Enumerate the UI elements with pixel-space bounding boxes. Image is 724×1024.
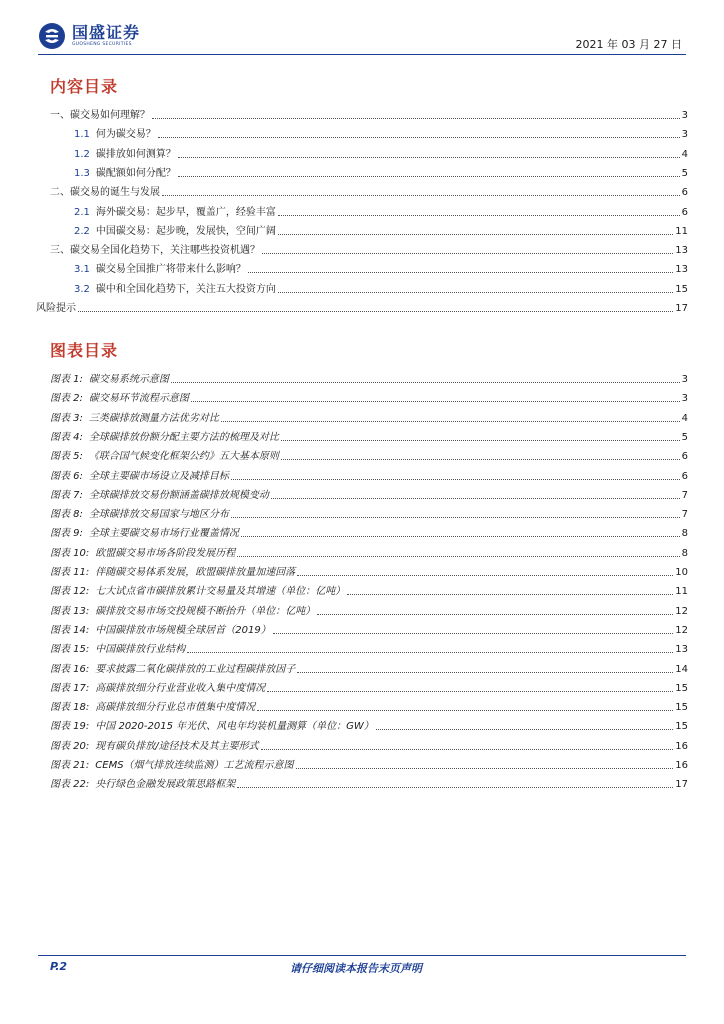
- leader-dots: [271, 498, 680, 499]
- toc-entry-page: 5: [681, 167, 688, 179]
- figure-entry-number: 图表 12:: [50, 586, 90, 598]
- toc-entry-number: 2.2: [74, 225, 90, 237]
- toc-entry[interactable]: [74, 203, 688, 219]
- toc-entry-label: 风险提示: [36, 303, 76, 314]
- toc-entry-label: 碳配额如何分配？: [95, 167, 176, 179]
- figure-entry-page: 6: [681, 470, 688, 482]
- figure-entry-number: 图表 5:: [50, 451, 83, 463]
- toc-entry-page: 4: [681, 148, 688, 160]
- figure-entry-number: 图表 18:: [50, 702, 90, 714]
- figure-entry-number: 图表 19:: [50, 721, 90, 733]
- toc-entry[interactable]: [50, 241, 688, 257]
- toc-entry[interactable]: [74, 164, 688, 180]
- figure-entry[interactable]: [50, 447, 688, 463]
- toc-entry[interactable]: [50, 183, 688, 199]
- leader-dots: [347, 594, 673, 595]
- figure-entry-number: 图表 7:: [50, 489, 83, 501]
- figure-entry-label: 全球碳排放份额分配主要方法的梳理及对比: [88, 431, 279, 443]
- page-number: P.2: [50, 960, 68, 973]
- toc-entry-number: 1.2: [74, 148, 90, 160]
- figure-entry-number: 图表 3:: [50, 412, 83, 424]
- figure-entry-label: CEMS（烟气排放连续监测）工艺流程示意图: [95, 760, 294, 771]
- toc-entry-page: 13: [675, 264, 688, 276]
- leader-dots: [296, 768, 674, 769]
- toc-entry-number: 1.1: [74, 129, 90, 141]
- figure-entry-label: 中国碳排放市场规模全球居首（2019）: [95, 624, 271, 636]
- figure-entry-label: 中国碳排放行业结构: [95, 644, 186, 656]
- figure-entry[interactable]: [50, 698, 688, 714]
- figure-entry[interactable]: [50, 756, 688, 772]
- toc-entry-label: 二、碳交易的诞生与发展: [50, 187, 160, 199]
- figure-entry-label: 全球碳排放交易份额涵盖碳排放规模变动: [88, 489, 269, 501]
- figure-entry-number: 图表 16:: [50, 663, 90, 675]
- figure-entry-page: 7: [681, 489, 688, 501]
- leader-dots: [248, 272, 673, 273]
- figure-entry-label: 碳排放交易市场交投规模不断抬升（单位：亿吨）: [95, 605, 316, 617]
- figure-entry-label: 全球主要碳市场设立及减排目标: [88, 470, 229, 482]
- figure-entry-number: 图表 13:: [50, 605, 90, 617]
- toc-entry-label: 一、碳交易如何理解？: [50, 110, 150, 121]
- toc-entry[interactable]: [50, 106, 688, 122]
- toc-entry-number: 2.1: [74, 206, 90, 218]
- figure-entry-label: 欧盟碳交易市场各阶段发展历程: [95, 547, 236, 559]
- leader-dots: [267, 691, 673, 692]
- toc-entry[interactable]: [74, 125, 688, 141]
- toc-entry[interactable]: [74, 222, 688, 238]
- figure-entry-label: 现有碳负排放/途径技术及其主要形式: [95, 740, 259, 752]
- leader-dots: [241, 536, 680, 537]
- leader-dots: [317, 614, 673, 615]
- figure-entry-number: 图表 22:: [50, 779, 90, 791]
- figure-entry-label: 伴随碳交易体系发展，欧盟碳排放量加速回落: [95, 567, 296, 578]
- leader-dots: [237, 556, 679, 557]
- figure-entry[interactable]: [50, 602, 688, 618]
- toc-entry-label: 三、碳交易全国化趋势下，关注哪些投资机遇？: [50, 245, 260, 257]
- figure-entry-label: 要求披露二氧化碳排放的工业过程碳排放因子: [95, 663, 296, 675]
- toc-entry-page: 17: [675, 303, 688, 314]
- figure-entry[interactable]: [50, 389, 688, 405]
- figure-entry[interactable]: [50, 582, 688, 598]
- figure-entry[interactable]: [50, 775, 688, 791]
- figure-entry-page: 15: [675, 682, 688, 694]
- header-divider: [38, 54, 686, 55]
- figure-entry[interactable]: [50, 428, 688, 444]
- figure-entry-page: 10: [675, 567, 688, 578]
- leader-dots: [152, 118, 680, 119]
- leader-dots: [376, 729, 673, 730]
- toc-entry-page: 3: [681, 129, 688, 141]
- figure-entry[interactable]: [50, 524, 688, 540]
- figure-entry-number: 图表 21:: [50, 760, 90, 771]
- toc-entry-page: 11: [675, 225, 688, 237]
- toc-entry-number: 1.3: [74, 167, 90, 179]
- toc-entry-page: 15: [675, 283, 688, 295]
- figure-entry-page: 11: [675, 586, 688, 598]
- leader-dots: [178, 176, 680, 177]
- figure-entry-label: 中国 2020-2015 年光伏、风电年均装机量测算（单位：GW）: [95, 721, 374, 733]
- leader-dots: [187, 652, 673, 653]
- leader-dots: [281, 459, 680, 460]
- figure-entry-label: 碳交易系统示意图: [88, 374, 169, 385]
- logo-english-name: GUOSHENG SECURITIES: [72, 42, 132, 47]
- disclaimer-note: 请仔细阅读本报告末页声明: [290, 962, 422, 975]
- leader-dots: [257, 710, 673, 711]
- toc-entry[interactable]: [36, 299, 688, 315]
- report-date: 2021 年 03 月 27 日: [575, 38, 682, 51]
- figure-entry-page: 14: [675, 663, 688, 675]
- figure-entry-number: 图表 14:: [50, 624, 90, 636]
- figure-entry-label: 高碳排放细分行业总市值集中度情况: [95, 702, 256, 714]
- toc-entry-label: 碳排放如何测算？: [95, 148, 176, 160]
- figure-entry-number: 图表 9:: [50, 528, 83, 540]
- figure-entry[interactable]: [50, 621, 688, 637]
- figure-entry-page: 15: [675, 702, 688, 714]
- figure-entry[interactable]: [50, 660, 688, 676]
- figure-entry[interactable]: [50, 370, 688, 386]
- figure-entry-page: 6: [681, 451, 688, 463]
- leader-dots: [171, 382, 680, 383]
- leader-dots: [281, 440, 680, 441]
- figure-entry-page: 3: [681, 374, 688, 385]
- figure-entry-label: 央行绿色金融发展政策思路框架: [95, 779, 236, 791]
- toc-entry-page: 6: [681, 187, 688, 199]
- figure-entry-page: 15: [675, 721, 688, 733]
- figure-entry-number: 图表 1:: [50, 374, 83, 385]
- figure-entry-page: 8: [681, 547, 688, 559]
- toc-entry-number: 3.1: [74, 264, 90, 276]
- leader-dots: [231, 479, 680, 480]
- leader-dots: [237, 787, 673, 788]
- figure-entry-label: 全球主要碳交易市场行业覆盖情况: [88, 528, 239, 540]
- leader-dots: [78, 311, 673, 312]
- leader-dots: [162, 195, 680, 196]
- leader-dots: [297, 575, 673, 576]
- figure-entry[interactable]: [50, 467, 688, 483]
- toc-entry-label: 碳中和全国化趋势下，关注五大投资方向: [95, 283, 276, 295]
- figure-entry[interactable]: [50, 679, 688, 695]
- figure-entry-label: 碳交易环节流程示意图: [88, 393, 189, 405]
- toc-entry-label: 海外碳交易：起步早，覆盖广，经验丰富: [95, 206, 276, 218]
- leader-dots: [178, 157, 680, 158]
- logo-chinese-name: 国盛证券: [72, 23, 141, 42]
- leader-dots: [273, 633, 674, 634]
- figure-entry[interactable]: [50, 737, 688, 753]
- figure-entry[interactable]: [50, 505, 688, 521]
- toc-entry[interactable]: [74, 260, 688, 276]
- figure-entry[interactable]: [50, 409, 688, 425]
- figure-entry-label: 全球碳排放交易国家与地区分布: [88, 509, 229, 521]
- toc-entry-page: 3: [681, 110, 688, 121]
- figure-entry-page: 17: [675, 779, 688, 791]
- toc-entry-number: 3.2: [74, 283, 90, 295]
- figure-entry[interactable]: [50, 563, 688, 579]
- toc-entry[interactable]: [74, 145, 688, 161]
- figure-entry-number: 图表 8:: [50, 509, 83, 521]
- contents-title: 内容目录: [50, 77, 119, 96]
- toc-entry-page: 13: [675, 245, 688, 257]
- figure-entry-page: 12: [675, 605, 688, 617]
- figure-entry-label: 《联合国气候变化框架公约》五大基本原则: [88, 451, 279, 463]
- figure-entry-label: 三类碳排放测量方法优劣对比: [88, 412, 219, 424]
- leader-dots: [278, 234, 673, 235]
- toc-entry-label: 何为碳交易？: [95, 129, 156, 141]
- leader-dots: [231, 517, 680, 518]
- figure-entry[interactable]: [50, 544, 688, 560]
- leader-dots: [278, 292, 673, 293]
- leader-dots: [261, 749, 674, 750]
- figure-entry-page: 3: [681, 393, 688, 405]
- figure-entry-number: 图表 20:: [50, 740, 90, 752]
- figure-entry-label: 高碳排放细分行业营业收入集中度情况: [95, 682, 266, 694]
- figure-entry-number: 图表 2:: [50, 393, 83, 405]
- toc-entry-label: 碳交易全国推广将带来什么影响？: [95, 264, 246, 276]
- figure-entry[interactable]: [50, 717, 688, 733]
- leader-dots: [191, 401, 680, 402]
- figure-entry-page: 5: [681, 431, 688, 443]
- figure-entry-number: 图表 15:: [50, 644, 90, 656]
- leader-dots: [158, 137, 680, 138]
- leader-dots: [297, 672, 673, 673]
- figure-entry-number: 图表 4:: [50, 431, 83, 443]
- figure-entry-page: 8: [681, 528, 688, 540]
- figure-entry-page: 16: [675, 760, 688, 771]
- figure-entry-page: 7: [681, 509, 688, 521]
- page-header: [38, 20, 688, 54]
- guosheng-logo-icon: [38, 22, 66, 50]
- figure-entry-number: 图表 6:: [50, 470, 83, 482]
- figure-entry[interactable]: [50, 640, 688, 656]
- figure-entry-page: 12: [675, 624, 688, 636]
- figures-title: 图表目录: [50, 341, 119, 360]
- leader-dots: [278, 215, 680, 216]
- footer-divider: [38, 955, 686, 956]
- toc-entry-label: 中国碳交易：起步晚，发展快，空间广阔: [95, 225, 276, 237]
- figure-entry-number: 图表 11:: [50, 567, 90, 578]
- figure-entry-page: 4: [681, 412, 688, 424]
- figure-entry-page: 13: [675, 644, 688, 656]
- figure-entry[interactable]: [50, 486, 688, 502]
- figure-entry-page: 16: [675, 740, 688, 752]
- toc-entry-page: 6: [681, 206, 688, 218]
- company-logo: [38, 22, 140, 50]
- leader-dots: [262, 253, 673, 254]
- toc-entry[interactable]: [74, 280, 688, 296]
- figure-entry-label: 七大试点省市碳排放累计交易量及其增速（单位：亿吨）: [95, 586, 346, 598]
- leader-dots: [221, 421, 680, 422]
- figure-entry-number: 图表 17:: [50, 682, 90, 694]
- figure-entry-number: 图表 10:: [50, 547, 90, 559]
